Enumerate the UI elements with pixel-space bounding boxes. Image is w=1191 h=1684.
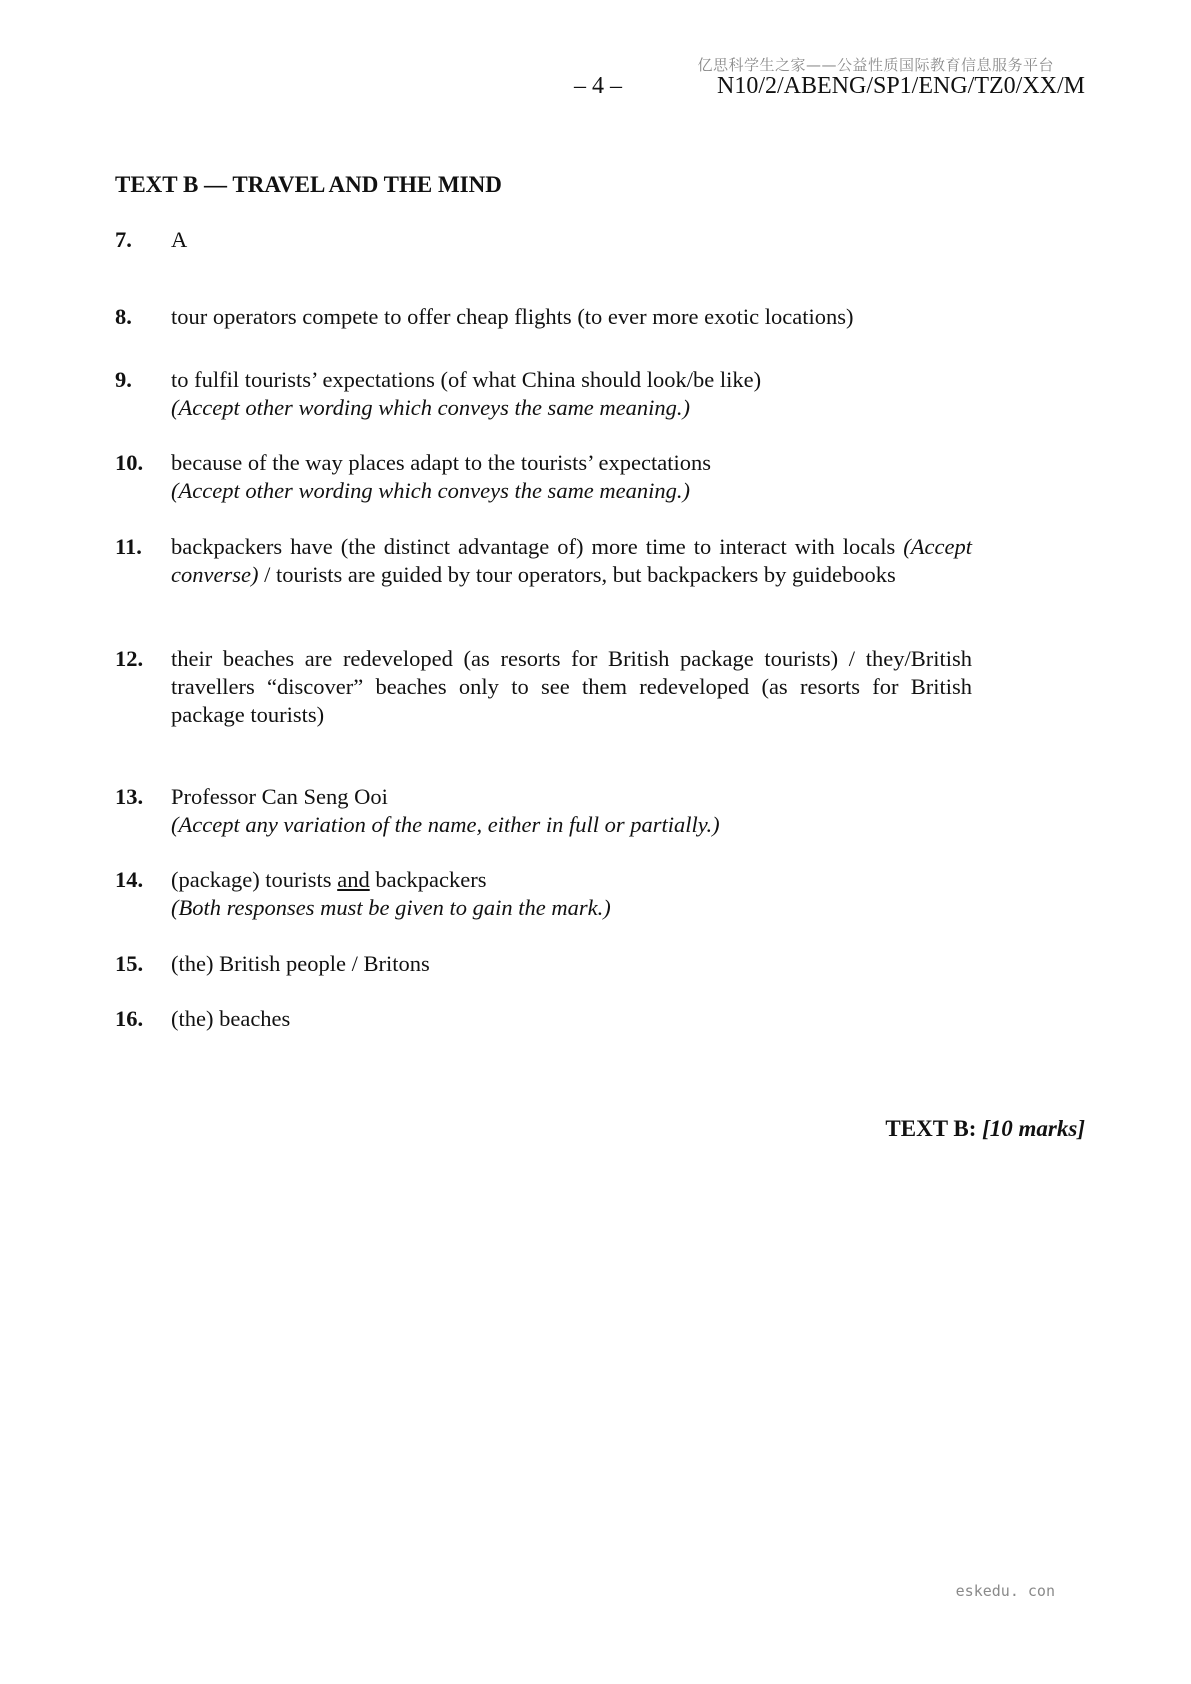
answer-text: their beaches are redeveloped (as resorts for British package tourists) / they/British travellers “discover” beaches only to see them redeveloped (as resorts for British package tourists) (171, 646, 972, 727)
answer-item-7 (115, 226, 972, 254)
answer-text: tour operators compete to offer cheap flights (to ever more exotic locations) (171, 304, 854, 329)
answer-number: 7. (115, 227, 132, 252)
answer-text: (the) beaches (171, 1006, 291, 1031)
answer-text-end: backpackers (375, 867, 487, 892)
answer-number: 10. (115, 450, 144, 475)
total-label: TEXT B: (885, 1116, 977, 1141)
page-number: – 4 – (574, 73, 622, 99)
answer-text: backpackers have (the distinct advantage of) more time to interact with locals (171, 534, 896, 559)
marking-note: (Accept any variation of the name, either in full or partially.) (171, 812, 720, 837)
answer-body (171, 226, 972, 254)
total-marks: [10 marks] (982, 1116, 1085, 1141)
answer-body (171, 1005, 972, 1033)
marking-note: (Accept converse) (171, 534, 972, 587)
marking-note: (Accept other wording which conveys the same meaning.) (171, 478, 691, 503)
marking-note: (Accept other wording which conveys the same meaning.) (171, 395, 691, 420)
answer-body (171, 449, 972, 505)
answer-item-14 (115, 866, 972, 922)
answer-text: (the) British people / Britons (171, 951, 430, 976)
answer-number: 14. (115, 867, 144, 892)
answer-text: because of the way places adapt to the tourists’ expectations (171, 450, 712, 475)
answer-item-11 (115, 533, 972, 589)
header-watermark: 亿思科学生之家——公益性质国际教育信息服务平台 (697, 56, 1054, 74)
answer-number: 15. (115, 951, 144, 976)
answer-body (171, 303, 972, 331)
document-code: N10/2/ABENG/SP1/ENG/TZ0/XX/M (716, 73, 1085, 99)
answer-text: to fulfil tourists’ expectations (of what China should look/be like) (171, 367, 762, 392)
footer-watermark: eskedu. con (955, 1582, 1055, 1600)
answer-number: 11. (115, 534, 142, 559)
answer-number: 13. (115, 784, 144, 809)
answer-number: 8. (115, 304, 132, 329)
answer-item-13 (115, 783, 972, 839)
answer-body (171, 645, 972, 729)
answer-body (171, 366, 972, 422)
section-title: TEXT B — TRAVEL AND THE MIND (115, 172, 502, 197)
answer-text: Professor Can Seng Ooi (171, 784, 388, 809)
section-total (885, 1116, 1085, 1142)
marking-note: (Both responses must be given to gain the mark.) (171, 895, 611, 920)
answer-item-12 (115, 645, 972, 729)
answer-number: 16. (115, 1006, 144, 1031)
answer-item-10 (115, 449, 972, 505)
answer-text-line (171, 866, 972, 894)
answer-body (171, 950, 972, 978)
answer-item-9 (115, 366, 972, 422)
answer-item-15 (115, 950, 972, 978)
answer-item-8 (115, 303, 972, 331)
answer-number: 9. (115, 367, 132, 392)
answer-body (171, 533, 972, 589)
answer-text: A (171, 227, 188, 252)
answer-text-alternative: / tourists are guided by tour operators, but backpackers by guidebooks (264, 562, 896, 587)
underlined-word: and (337, 867, 370, 892)
answer-body (171, 783, 972, 839)
answer-body (171, 866, 972, 922)
answer-item-16 (115, 1005, 972, 1033)
answer-text: (package) tourists (171, 867, 332, 892)
answer-number: 12. (115, 646, 144, 671)
